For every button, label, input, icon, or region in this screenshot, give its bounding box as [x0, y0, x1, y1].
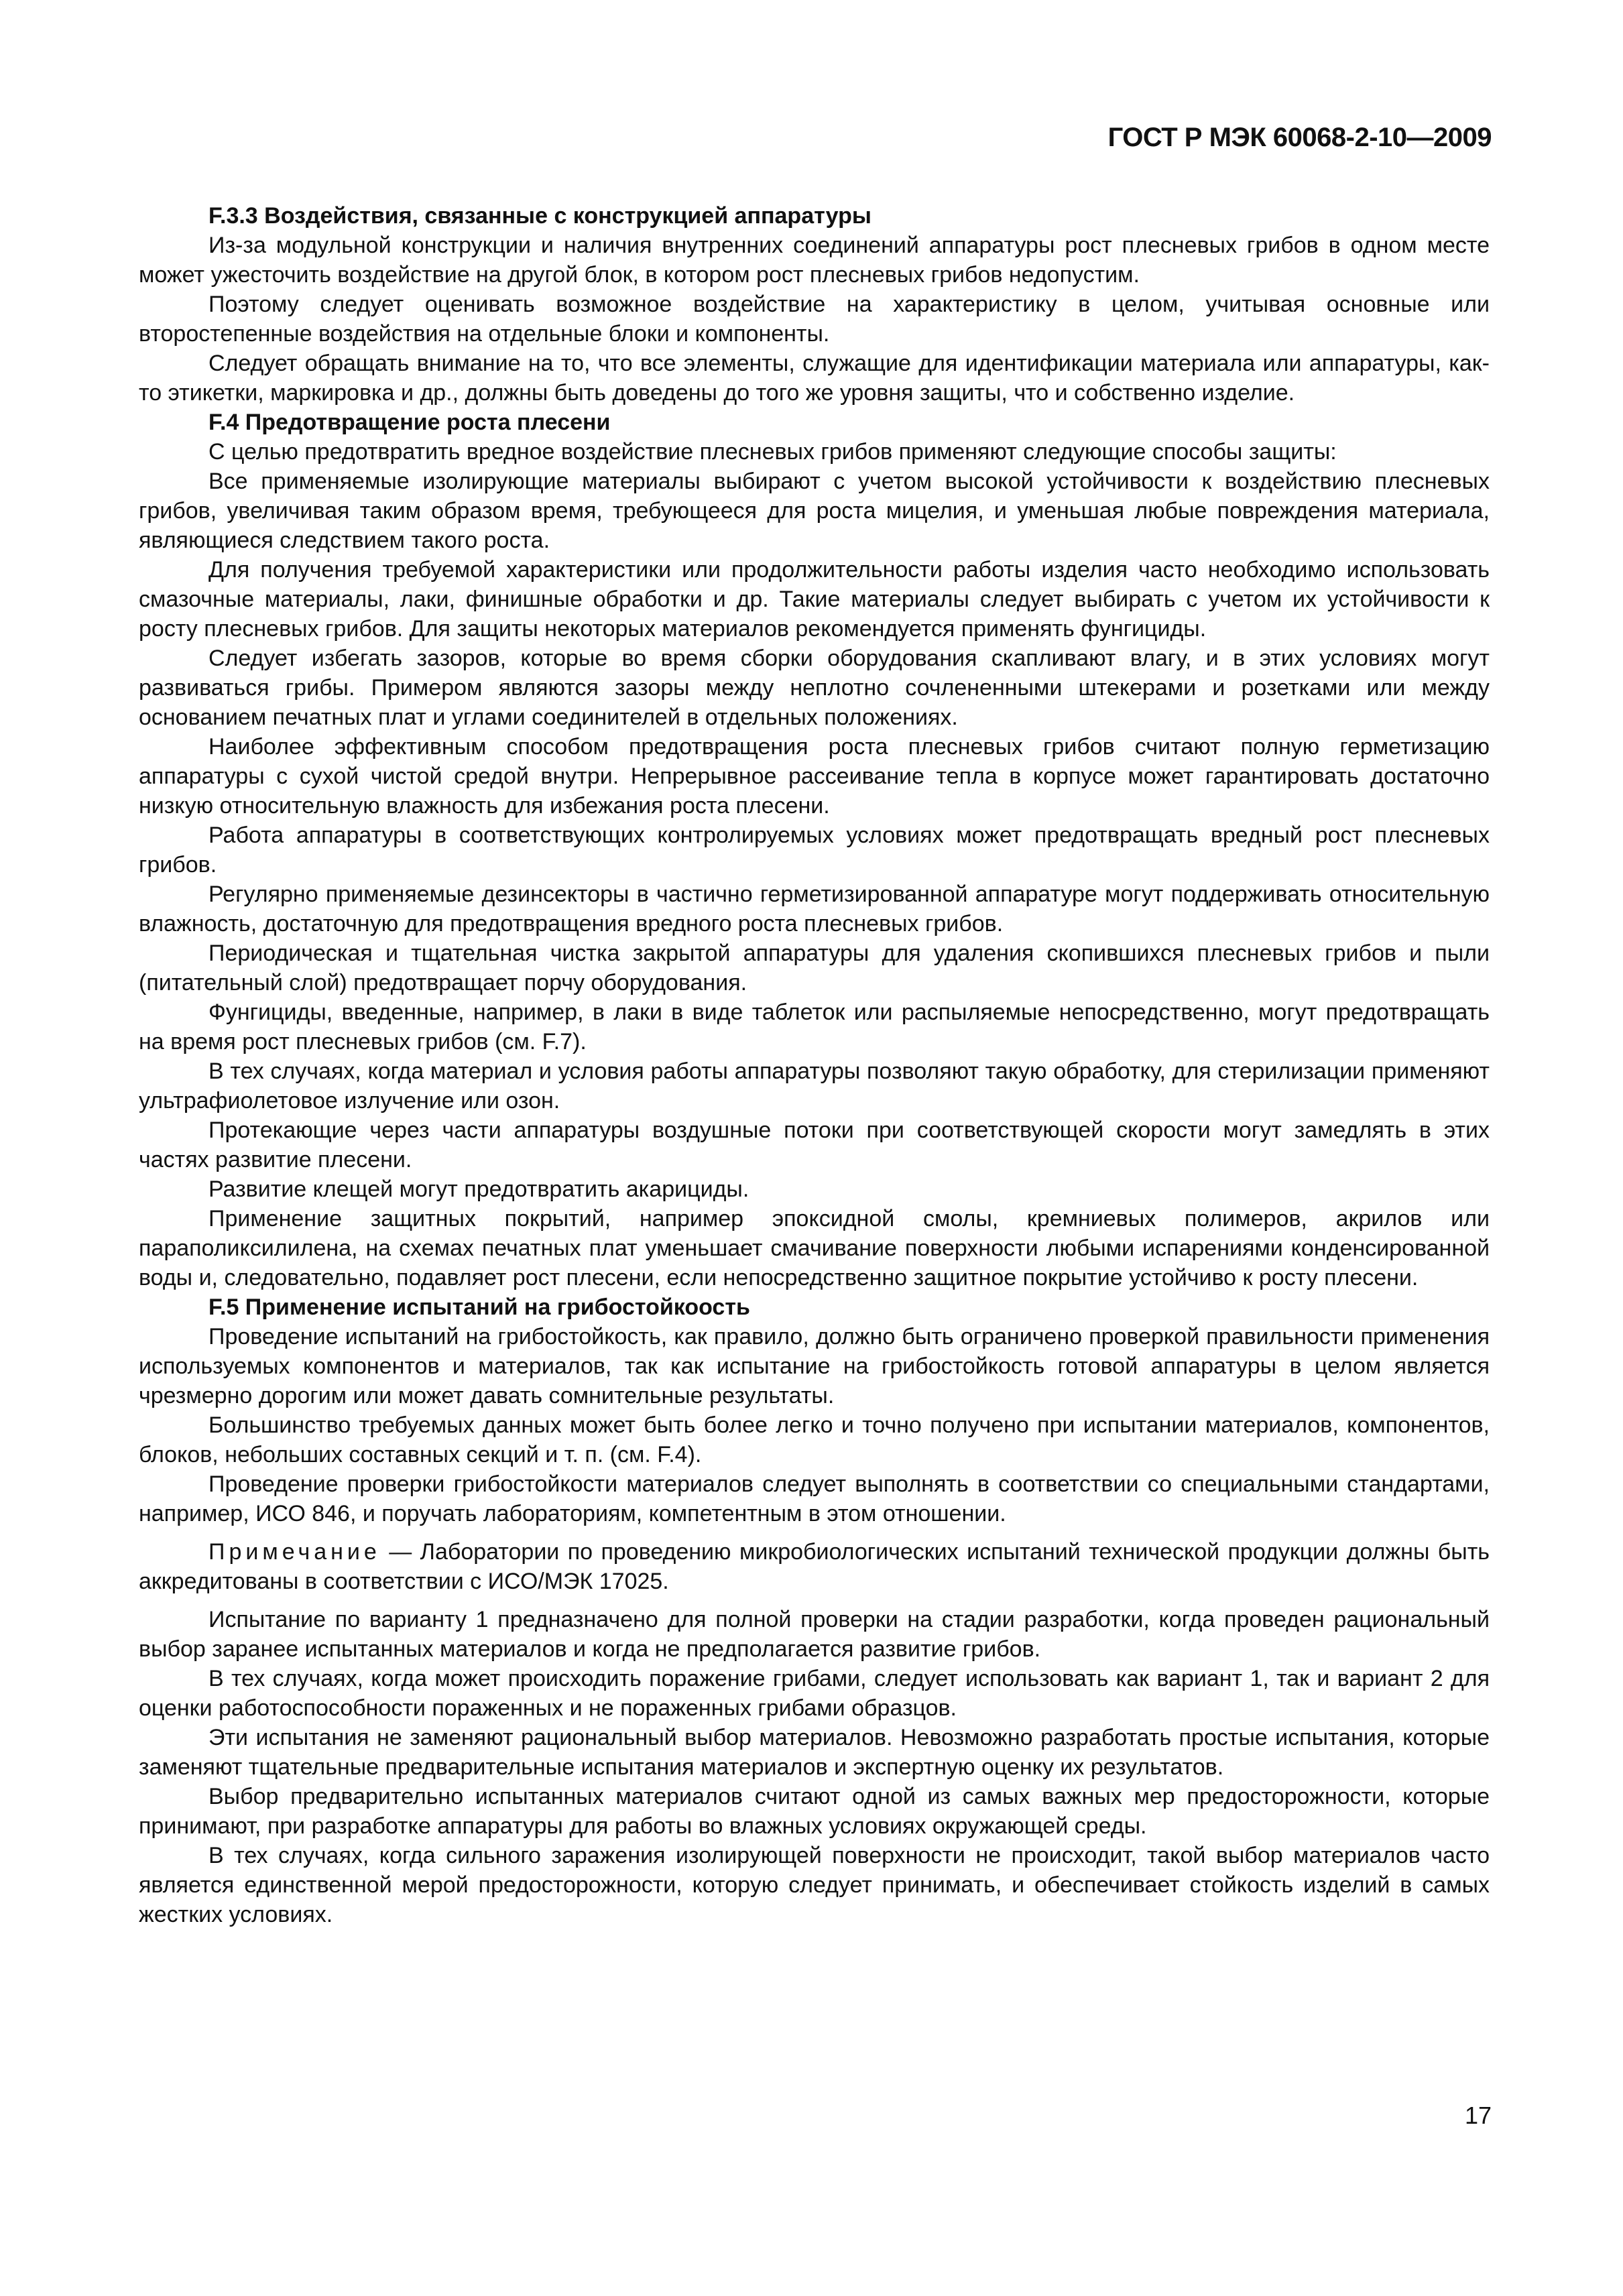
paragraph: Работа аппаратуры в соответствующих контролируемых условиях может предотвращать вредный рост плесневых грибов. [139, 823, 1490, 878]
note-text: — Лаборатории по проведению микробиологических испытаний технической продукции должны быть аккредитованы в соответствии с ИСО/МЭК 17025. [139, 1539, 1490, 1594]
paragraph: С целью предотвратить вредное воздействие плесневых грибов применяют следующие способы защиты: [208, 439, 1337, 465]
paragraph: Эти испытания не заменяют рациональный выбор материалов. Невозможно разработать простые испытания, которые заменяют тщательные предварительные испытания материалов и экспертную оценку их результатов. [139, 1725, 1490, 1780]
page-body [139, 201, 1490, 1929]
paragraph: Поэтому следует оценивать возможное воздействие на характеристику в целом, учитывая основные или второстепенные воздействия на отдельные блоки и компоненты. [139, 292, 1490, 347]
paragraph: Периодическая и тщательная чистка закрытой аппаратуры для удаления скопившихся плесневых грибов и пыли (питательный слой) предотвращает порчу оборудования. [139, 941, 1490, 995]
paragraph: Следует избегать зазоров, которые во время сборки оборудования скапливают влагу, и в этих условиях могут развиваться грибы. Примером являются зазоры между неплотно сочлененными штекерами и розетками или между основанием печатных плат и углами соединителей в отдельных положениях. [139, 646, 1490, 730]
section-heading-f4: F.4 Предотвращение роста плесени [208, 410, 611, 435]
page-number: 17 [1464, 2102, 1492, 2129]
paragraph: Из-за модульной конструкции и наличия внутренних соединений аппаратуры рост плесневых грибов в одном месте может ужесточить воздействие на другой блок, в котором рост плесневых грибов недопустим. [139, 233, 1490, 288]
note-label: Примечание [208, 1539, 381, 1565]
note [139, 1537, 1490, 1596]
paragraph: Большинство требуемых данных может быть более легко и точно получено при испытании материалов, компонентов, блоков, небольших составных секций и т. п. (см. F.4). [139, 1412, 1490, 1467]
paragraph: Проведение проверки грибостойкости материалов следует выполнять в соответствии со специальными стандартами, например, ИСО 846, и поручать лабораториям, компетентным в этом отношении. [139, 1471, 1490, 1526]
paragraph: Проведение испытаний на грибостойкость, как правило, должно быть ограничено проверкой правильности применения используемых компонентов и материалов, так как испытание на грибостойкость готовой аппаратуры в целом является чрезмерно дорогим или может давать сомнительные результаты. [139, 1324, 1490, 1408]
paragraph: Протекающие через части аппаратуры воздушные потоки при соответствующей скорости могут замедлять в этих частях развитие плесени. [139, 1117, 1490, 1172]
section-heading-f5: F.5 Применение испытаний на грибостойкоость [208, 1294, 750, 1320]
paragraph: Наиболее эффективным способом предотвращения роста плесневых грибов считают полную герметизацию аппаратуры с сухой чистой средой внутри. Непрерывное рассеивание тепла в корпусе может гарантировать достаточно низкую относительную влажность для избежания роста плесени. [139, 734, 1490, 819]
paragraph: Фунгициды, введенные, например, в лаки в виде таблеток или распыляемые непосредственно, могут предотвращать на время рост плесневых грибов (см. F.7). [139, 1000, 1490, 1054]
paragraph: В тех случаях, когда может происходить поражение грибами, следует использовать как вариант 1, так и вариант 2 для оценки работоспособности пораженных и не пораженных грибами образцов. [139, 1666, 1490, 1721]
paragraph: Регулярно применяемые дезинсекторы в частично герметизированной аппаратуре могут поддерживать относительную влажность, достаточную для предотвращения вредного роста плесневых грибов. [139, 882, 1490, 936]
section-heading-f33: F.3.3 Воздействия, связанные с конструкцией аппаратуры [208, 203, 871, 229]
paragraph: Испытание по варианту 1 предназначено для полной проверки на стадии разработки, когда проведен рациональный выбор заранее испытанных материалов и когда не предполагается развитие грибов. [139, 1607, 1490, 1662]
paragraph: В тех случаях, когда сильного заражения изолирующей поверхности не происходит, такой выбор материалов часто является единственной мерой предосторожности, которую следует принимать, и обеспечивает стойкость изделий в самых жестких условиях. [139, 1843, 1490, 1927]
document-designation: ГОСТ Р МЭК 60068-2-10—2009 [1107, 123, 1492, 152]
paragraph: Применение защитных покрытий, например эпоксидной смолы, кремниевых полимеров, акрилов или параполиксилилена, на схемах печатных плат уменьшает смачивание поверхности любыми испарениями конденсированной воды и, следовательно, подавляет рост плесени, если непосредственно защитное покрытие устойчиво к росту плесени. [139, 1206, 1490, 1290]
paragraph: В тех случаях, когда материал и условия работы аппаратуры позволяют такую обработку, для стерилизации применяют ультрафиолетовое излучение или озон. [139, 1059, 1490, 1113]
paragraph: Выбор предварительно испытанных материалов считают одной из самых важных мер предосторожности, которые принимают, при разработке аппаратуры для работы во влажных условиях окружающей среды. [139, 1784, 1490, 1839]
paragraph: Развитие клещей могут предотвратить акарициды. [208, 1176, 749, 1202]
paragraph: Следует обращать внимание на то, что все элементы, служащие для идентификации материала или аппаратуры, как-то этикетки, маркировка и др., должны быть доведены до того же уровня защиты, что и собственно изделие. [139, 351, 1490, 406]
paragraph: Для получения требуемой характеристики или продолжительности работы изделия часто необходимо использовать смазочные материалы, лаки, финишные обработки и др. Такие материалы следует выбирать с учетом их устойчивости к росту плесневых грибов. Для защиты некоторых материалов рекомендуется применять фунгициды. [139, 557, 1490, 642]
paragraph: Все применяемые изолирующие материалы выбирают с учетом высокой устойчивости к воздействию плесневых грибов, увеличивая таким образом время, требующееся для роста мицелия, и уменьшая любые повреждения материала, являющиеся следствием такого роста. [139, 469, 1490, 553]
